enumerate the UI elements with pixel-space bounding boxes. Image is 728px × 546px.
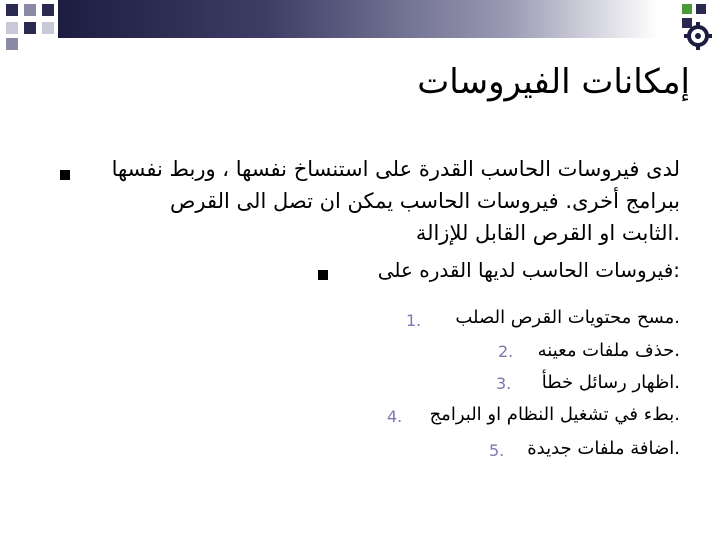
paragraph-line-2: ببرامج أخرى. فيروسات الحاسب يمكن ان تصل الى القرص: [170, 189, 680, 213]
list-item-text: .بطء في تشغيل النظام او البرامج: [429, 404, 680, 425]
square-bullet-icon: [60, 170, 70, 180]
list-item-number: 4.: [387, 407, 403, 426]
header-banner: [0, 0, 728, 50]
decor-square: [42, 4, 54, 16]
slide-title: إمكانات الفيروسات: [417, 62, 690, 102]
decor-square: [6, 22, 18, 34]
gradient-bar: [58, 0, 658, 38]
square-bullet-icon: [318, 270, 328, 280]
subheading: :فيروسات الحاسب لديها القدره على: [377, 258, 680, 282]
list-item-number: 3.: [496, 374, 512, 393]
decor-square: [24, 22, 36, 34]
list-item-text: .اظهار رسائل خطأ: [541, 372, 680, 393]
decor-square: [24, 4, 36, 16]
gear-logo-icon: [678, 2, 712, 52]
list-item-number: 2.: [498, 342, 514, 361]
decor-square: [6, 4, 18, 16]
list-item-text: .اضافة ملفات جديدة: [527, 438, 680, 459]
list-item-number: 5.: [489, 441, 505, 460]
list-item-text: .حذف ملفات معينه: [537, 340, 680, 361]
list-item-text: .مسح محتويات القرص الصلب: [455, 307, 680, 328]
decor-square: [42, 22, 54, 34]
list-item-number: 1.: [406, 311, 422, 330]
paragraph-line-1: لدى فيروسات الحاسب القدرة على استنساخ نفسها ، وربط نفسها: [111, 157, 680, 181]
decor-square: [6, 38, 18, 50]
paragraph-line-3: .الثابت او القرص القابل للإزالة: [415, 221, 680, 245]
